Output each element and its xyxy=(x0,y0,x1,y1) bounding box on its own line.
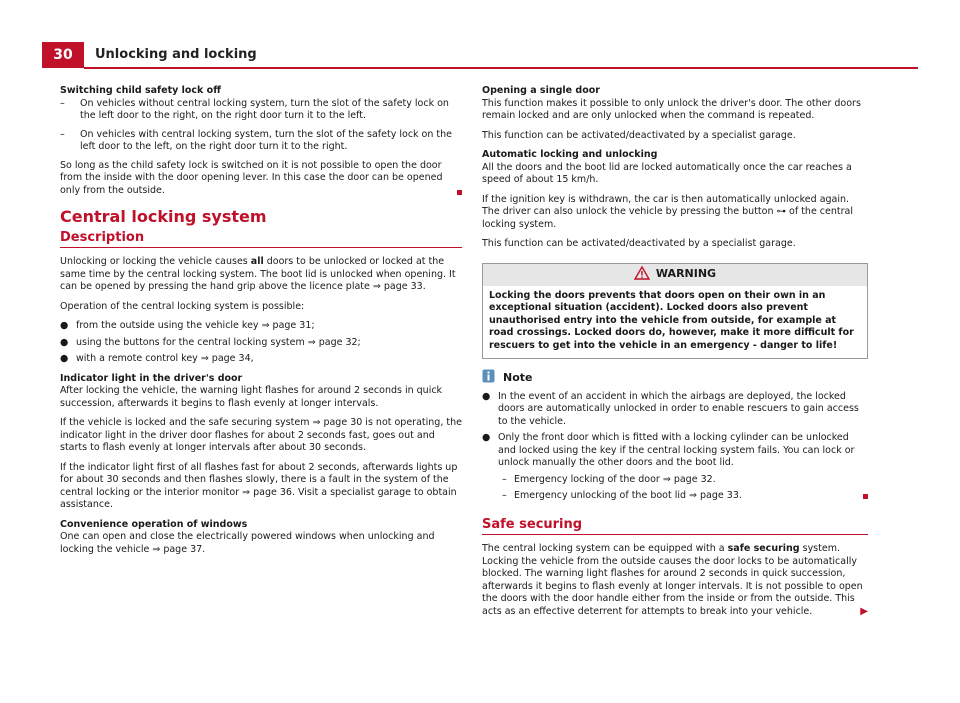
safe-securing-title: Safe securing xyxy=(482,516,583,532)
indicator-paragraph: If the vehicle is locked and the safe securing system ⇒ page 30 is not operating, the indicator light in the driver door flashes for about 2 seconds fast, goes out and starts to flash evenly at longer intervals after about 30 seconds. xyxy=(60,417,462,453)
warning-text: Locking the doors prevents that doors open on their own in an exceptional situation (accident). Locked doors also prevent unauthorised entry into the vehicle from outside, for example at road crossings. Locked doors do, however, make it more difficult for rescuers to get into the vehicle in an emergency - danger to life! xyxy=(489,289,854,351)
warning-title: WARNING xyxy=(655,267,717,281)
end-marker-icon xyxy=(863,494,868,499)
list-item: – On vehicles with central locking system, turn the slot of the safety lock on the left door to the left, on the right door turn it to the right. xyxy=(60,128,453,152)
note-item: ● Only the front door which is fitted with a locking cylinder can be unlocked and locked using the key if the central locking system fails. You can lock or unlock manually the other doors and the boot lid. xyxy=(482,432,855,468)
note-title: Note xyxy=(503,370,533,384)
right-column xyxy=(482,85,868,625)
auto-heading: Automatic locking and unlocking xyxy=(482,149,658,160)
auto-paragraph: If the ignition key is withdrawn, the car is then automatically unlocked again. The driver can also unlock the vehicle by pressing the button ⊶ of the central locking system. xyxy=(482,193,853,230)
convenience-paragraph: One can open and close the electrically powered windows when unlocking and locking the vehicle ⇒ page 37. xyxy=(60,531,435,555)
warning-header xyxy=(483,264,867,286)
subsection-title: Description xyxy=(60,229,145,245)
list-item: ● from the outside using the vehicle key ⇒ page 31; xyxy=(60,320,315,331)
indicator-heading: Indicator light in the driver's door xyxy=(60,372,243,384)
warning-box xyxy=(482,263,868,360)
operation-intro: Operation of the central locking system is possible: xyxy=(60,300,305,312)
warning-triangle-icon xyxy=(634,266,650,284)
page-number: 30 xyxy=(42,42,84,68)
convenience-heading: Convenience operation of windows xyxy=(60,518,248,530)
note-item: ● In the event of an accident in which the airbags are deployed, the locked doors are automatically unlocked in order to enable rescuers to gain access to the vehicle. xyxy=(482,390,859,427)
child-lock-paragraph: So long as the child safety lock is switched on it is not possible to open the door from the inside with the door opening lever. In this case the door can be opened only from the outside. xyxy=(60,160,462,198)
info-icon xyxy=(482,369,495,387)
auto-paragraph: All the doors and the boot lid are locked automatically once the car reaches a speed of about 15 km/h. xyxy=(482,161,852,185)
single-door-heading: Opening a single door xyxy=(482,85,600,96)
header-title: Unlocking and locking xyxy=(95,47,257,62)
list-item: – On vehicles without central locking system, turn the slot of the safety lock on the left door to the right, on the right door turn it to the left. xyxy=(60,97,449,121)
description-paragraph: Unlocking or locking the vehicle causes all doors to be unlocked or locked at the same time by the central locking system. The boot lid is unlocked when opening. It can be opened by pressing the hand grip above the licence plate ⇒ page 33. xyxy=(60,256,456,292)
note-subitem: – Emergency locking of the door ⇒ page 32. xyxy=(502,473,716,485)
note-header xyxy=(482,369,868,387)
indicator-paragraph: If the indicator light first of all flashes fast for about 2 seconds, afterwards lights up for about 30 seconds and then flashes slowly, there is a fault in the system of the central locking or the interior monitor ⇒ page 36. Visit a specialist garage to obtain assistance. xyxy=(60,461,458,510)
note-subitem: – Emergency unlocking of the boot lid ⇒ page 33. xyxy=(502,490,868,503)
list-item: ● using the buttons for the central locking system ⇒ page 32; xyxy=(60,336,361,348)
continue-arrow-icon: ▶ xyxy=(860,605,868,617)
safe-securing-paragraph: The central locking system can be equipped with a safe securing system. Locking the vehicle from the outside causes the door locks to be automatically blocked. The warning light flashes for around 2 seconds in quick succession, afterwards it begins to flash evenly at longer intervals. It is not possible to open the doors with the door handle either from the inside or from the outside. This acts as an effective deterrent for attempts to break into your vehicle. ▶ xyxy=(482,543,868,617)
single-door-note: This function can be activated/deactivated by a specialist garage. xyxy=(482,129,796,141)
header-rule xyxy=(84,67,918,69)
single-door-paragraph: This function makes it possible to only unlock the driver's door. The other doors remain locked and are only unlocked when the command is repeated. xyxy=(482,97,861,121)
auto-note: This function can be activated/deactivated by a specialist garage. xyxy=(482,238,796,249)
section-title: Central locking system xyxy=(60,207,267,226)
end-marker-icon xyxy=(457,190,462,195)
child-lock-heading: Switching child safety lock off xyxy=(60,85,221,96)
indicator-paragraph: After locking the vehicle, the warning light flashes for around 2 seconds in quick succession, afterwards it begins to flash evenly at longer intervals. xyxy=(60,385,443,409)
subsection-rule xyxy=(60,247,462,248)
list-item: ● with a remote control key ⇒ page 34, xyxy=(60,353,254,364)
subsection-rule xyxy=(482,534,868,535)
left-column xyxy=(60,85,462,563)
